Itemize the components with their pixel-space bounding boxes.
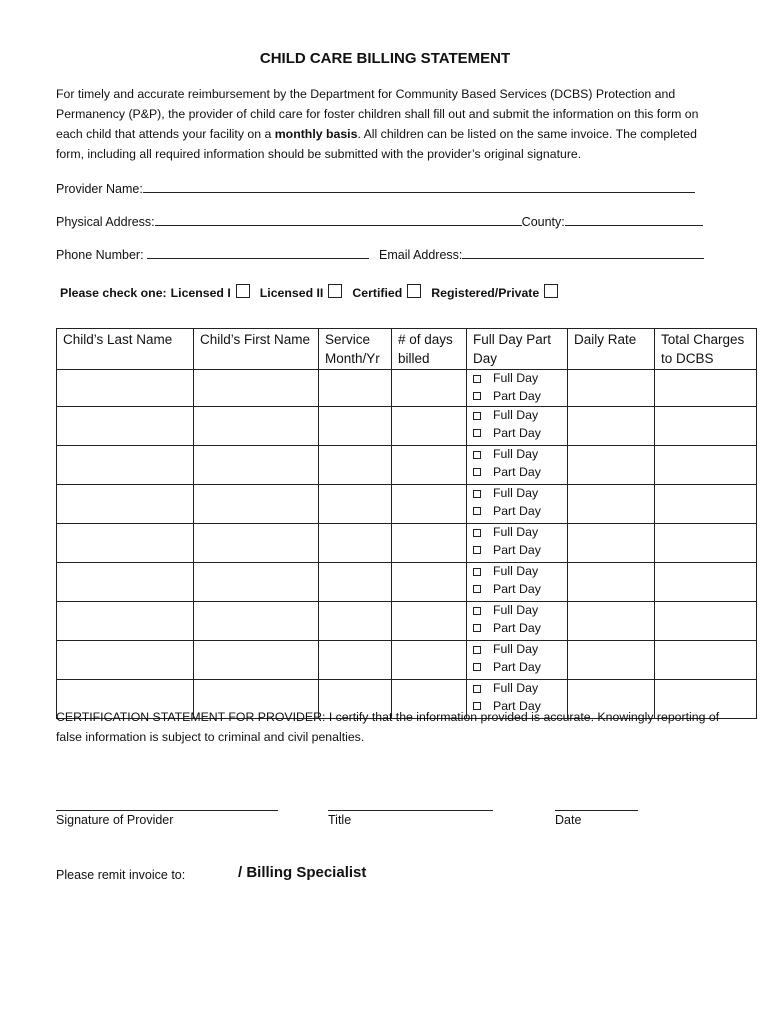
service-month-cell[interactable] [319, 485, 392, 524]
first-name-cell[interactable] [194, 407, 319, 446]
service-month-cell[interactable] [319, 407, 392, 446]
full-day-label: Full Day [493, 371, 539, 385]
full-day-checkbox[interactable] [473, 529, 481, 537]
days-billed-cell[interactable] [392, 524, 467, 563]
licensed-1-label: Licensed I [170, 286, 231, 300]
intro-text-2: . All children can be listed on the same invoice. The completed form, including all required information should be submitted with the provider’s original signature. [56, 127, 697, 161]
full-day-label: Full Day [493, 642, 539, 656]
last-name-cell[interactable] [57, 446, 194, 485]
day-type-options [467, 446, 567, 481]
physical-address-label: Physical Address: [56, 215, 155, 229]
part-day-checkbox[interactable] [473, 663, 481, 671]
part-day-option[interactable] [473, 388, 567, 406]
first-name-cell[interactable] [194, 446, 319, 485]
daily-rate-cell[interactable] [568, 446, 655, 485]
daily-rate-cell[interactable] [568, 370, 655, 407]
total-charges-cell[interactable] [655, 563, 757, 602]
day-type-cell [467, 641, 568, 680]
day-type-cell [467, 446, 568, 485]
part-day-checkbox[interactable] [473, 546, 481, 554]
full-day-option[interactable] [473, 641, 567, 659]
part-day-label: Part Day [493, 542, 541, 557]
licensed-2-label: Licensed II [259, 286, 324, 300]
full-day-checkbox[interactable] [473, 646, 481, 654]
last-name-cell[interactable] [57, 485, 194, 524]
days-billed-cell[interactable] [392, 485, 467, 524]
certified-checkbox[interactable] [407, 284, 421, 298]
service-month-cell[interactable] [319, 602, 392, 641]
contact-row [56, 246, 716, 262]
daily-rate-cell[interactable] [568, 485, 655, 524]
table-header-row [57, 329, 757, 370]
table-row [57, 602, 757, 641]
registered-private-checkbox[interactable] [544, 284, 558, 298]
part-day-option[interactable] [473, 542, 567, 560]
billing-table [56, 328, 757, 719]
day-type-cell [467, 563, 568, 602]
table-row [57, 563, 757, 602]
header-first-name: Child’s First Name [194, 329, 319, 370]
total-charges-cell[interactable] [655, 446, 757, 485]
title-label: Title [328, 813, 352, 827]
provider-name-label: Provider Name: [56, 182, 143, 196]
first-name-cell[interactable] [194, 563, 319, 602]
service-month-cell[interactable] [319, 641, 392, 680]
table-row [57, 370, 757, 407]
total-charges-cell[interactable] [655, 407, 757, 446]
provider-signature-field[interactable] [56, 800, 278, 811]
full-day-checkbox[interactable] [473, 568, 481, 576]
part-day-checkbox[interactable] [473, 468, 481, 476]
last-name-cell[interactable] [57, 563, 194, 602]
full-day-label: Full Day [493, 447, 539, 461]
service-month-cell[interactable] [319, 524, 392, 563]
part-day-checkbox[interactable] [473, 624, 481, 632]
day-type-options [467, 370, 567, 405]
part-day-option[interactable] [473, 620, 567, 638]
days-billed-cell[interactable] [392, 602, 467, 641]
part-day-checkbox[interactable] [473, 507, 481, 515]
service-month-cell[interactable] [319, 446, 392, 485]
full-day-option[interactable] [473, 602, 567, 620]
total-charges-cell[interactable] [655, 602, 757, 641]
first-name-cell[interactable] [194, 524, 319, 563]
county-label: County: [521, 215, 565, 229]
table-row [57, 446, 757, 485]
table-row [57, 407, 757, 446]
day-type-cell [467, 407, 568, 446]
full-day-option[interactable] [473, 563, 567, 581]
part-day-checkbox[interactable] [473, 392, 481, 400]
full-day-option[interactable] [473, 370, 567, 388]
part-day-option[interactable] [473, 464, 567, 482]
day-type-options [467, 563, 567, 598]
part-day-label: Part Day [493, 464, 541, 479]
full-day-label: Full Day [493, 564, 539, 578]
last-name-cell[interactable] [57, 407, 194, 446]
full-day-checkbox[interactable] [473, 685, 481, 693]
last-name-cell[interactable] [57, 524, 194, 563]
remit-label: Please remit invoice to: [56, 868, 186, 882]
header-daily-rate: Daily Rate [568, 329, 655, 370]
daily-rate-cell[interactable] [568, 641, 655, 680]
day-type-options [467, 524, 567, 559]
days-billed-cell[interactable] [392, 407, 467, 446]
first-name-cell[interactable] [194, 370, 319, 407]
part-day-option[interactable] [473, 503, 567, 521]
provider-name-row [56, 180, 716, 196]
part-day-option[interactable] [473, 581, 567, 599]
part-day-checkbox[interactable] [473, 585, 481, 593]
intro-bold-text: monthly basis [274, 127, 358, 141]
part-day-label: Part Day [493, 581, 541, 596]
daily-rate-cell[interactable] [568, 602, 655, 641]
total-charges-cell[interactable] [655, 370, 757, 407]
full-day-label: Full Day [493, 681, 539, 695]
part-day-label: Part Day [493, 388, 541, 403]
part-day-label: Part Day [493, 503, 541, 518]
full-day-option[interactable] [473, 407, 567, 425]
day-type-cell [467, 602, 568, 641]
first-name-cell[interactable] [194, 602, 319, 641]
form-title: CHILD CARE BILLING STATEMENT [259, 50, 511, 67]
physical-address-field[interactable] [155, 213, 522, 226]
service-month-cell[interactable] [319, 563, 392, 602]
title-field[interactable] [328, 800, 493, 811]
county-field[interactable] [565, 213, 703, 226]
provider-name-field[interactable] [143, 180, 695, 193]
full-day-checkbox[interactable] [473, 490, 481, 498]
part-day-label: Part Day [493, 659, 541, 674]
phone-number-field[interactable] [147, 246, 369, 259]
licensed-2-checkbox[interactable] [328, 284, 342, 298]
header-full-part-day: Full Day Part Day [467, 329, 568, 370]
full-day-option[interactable] [473, 680, 567, 698]
email-address-field[interactable] [462, 246, 704, 259]
day-type-options [467, 602, 567, 637]
part-day-checkbox[interactable] [473, 429, 481, 437]
total-charges-cell[interactable] [655, 524, 757, 563]
total-charges-cell[interactable] [655, 641, 757, 680]
day-type-cell [467, 370, 568, 407]
date-label: Date [555, 813, 582, 827]
daily-rate-cell[interactable] [568, 524, 655, 563]
full-day-checkbox[interactable] [473, 607, 481, 615]
certified-label: Certified [352, 286, 403, 300]
email-address-label: Email Address: [379, 248, 463, 262]
days-billed-cell[interactable] [392, 446, 467, 485]
full-day-label: Full Day [493, 603, 539, 617]
last-name-cell[interactable] [57, 602, 194, 641]
part-day-option[interactable] [473, 659, 567, 677]
day-type-options [467, 641, 567, 676]
phone-number-label: Phone Number: [56, 248, 148, 262]
part-day-label: Part Day [493, 698, 541, 713]
last-name-cell[interactable] [57, 370, 194, 407]
table-row [57, 641, 757, 680]
days-billed-cell[interactable] [392, 370, 467, 407]
registered-private-label: Registered/Private [431, 286, 540, 300]
day-type-options [467, 485, 567, 520]
full-day-label: Full Day [493, 408, 539, 422]
daily-rate-cell[interactable] [568, 563, 655, 602]
full-day-label: Full Day [493, 486, 539, 500]
header-days-billed: # of days billed [392, 329, 467, 370]
full-day-option[interactable] [473, 485, 567, 503]
first-name-cell[interactable] [194, 641, 319, 680]
full-day-label: Full Day [493, 525, 539, 539]
full-day-option[interactable] [473, 446, 567, 464]
part-day-option[interactable] [473, 425, 567, 443]
day-type-cell [467, 485, 568, 524]
certification-statement: CERTIFICATION STATEMENT FOR PROVIDER: I certify that the information provided is accurate. Knowingly reporting of false information is subject to criminal and civil penalties. [56, 710, 720, 744]
date-field[interactable] [555, 800, 638, 811]
check-prompt: Please check one: [60, 286, 167, 300]
table-row [57, 485, 757, 524]
header-total-charges: Total Charges to DCBS [655, 329, 757, 370]
header-last-name: Child’s Last Name [57, 329, 194, 370]
license-type-row [60, 286, 568, 300]
full-day-option[interactable] [473, 524, 567, 542]
full-day-checkbox[interactable] [473, 375, 481, 383]
part-day-label: Part Day [493, 620, 541, 635]
full-day-checkbox[interactable] [473, 451, 481, 459]
intro-text-1: For timely and accurate reimbursement by the Department for Community Based Services (DCBS) Protection and Permanency (P&P), the provider of child care for foster children shall fill out and submit the information on this form on each child that attends your facility on a [56, 87, 699, 141]
part-day-label: Part Day [493, 425, 541, 440]
first-name-cell[interactable] [194, 485, 319, 524]
total-charges-cell[interactable] [655, 485, 757, 524]
day-type-options [467, 407, 567, 442]
licensed-1-checkbox[interactable] [236, 284, 250, 298]
remit-recipient: / Billing Specialist [238, 864, 367, 881]
service-month-cell[interactable] [319, 370, 392, 407]
days-billed-cell[interactable] [392, 563, 467, 602]
signature-of-provider-label: Signature of Provider [56, 813, 174, 827]
table-row [57, 524, 757, 563]
header-service-month: Service Month/Yr [319, 329, 392, 370]
last-name-cell[interactable] [57, 641, 194, 680]
days-billed-cell[interactable] [392, 641, 467, 680]
intro-paragraph [56, 84, 726, 164]
full-day-checkbox[interactable] [473, 412, 481, 420]
address-row [56, 213, 716, 229]
daily-rate-cell[interactable] [568, 407, 655, 446]
day-type-cell [467, 524, 568, 563]
